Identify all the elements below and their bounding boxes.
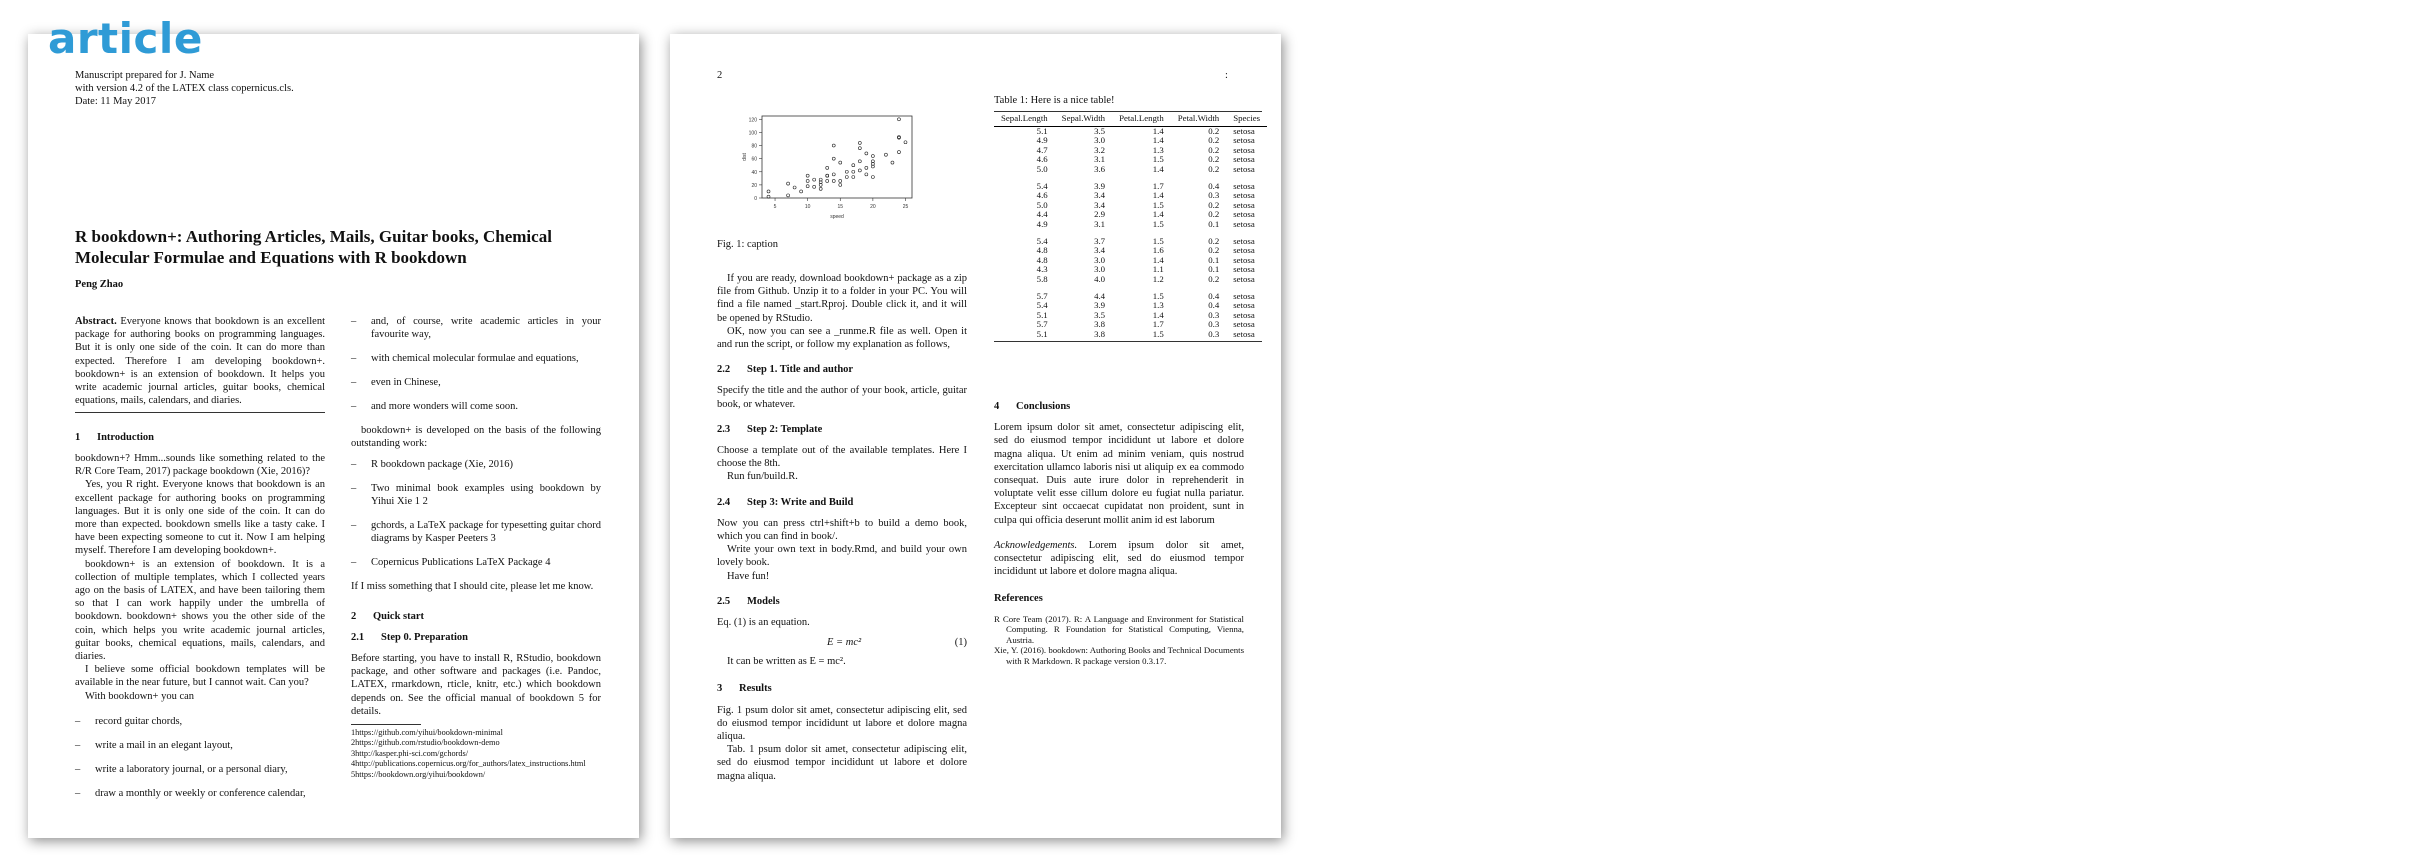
table-cell: 4.0 [1094,273,1106,284]
table-cell: 0.2 [1208,144,1220,155]
footnotes [351,728,601,780]
footnote: 1https://github.com/yihui/bookdown-minimal [351,728,503,738]
table-cell: 1.4 [1152,135,1164,146]
data-point [858,169,861,172]
page2-left-column [717,272,967,783]
table-row [994,146,1267,156]
data-point [858,141,861,144]
equation: E = mc² [827,637,862,649]
table-cell: 5.0 [1036,163,1048,174]
y-tick-label: 20 [751,182,757,189]
paragraph: It can be written as E = mc². [727,656,846,668]
list-item: – R bookdown package (Xie, 2016) [351,458,601,471]
data-point [813,185,816,188]
table-cell: 3.4 [1094,199,1106,210]
y-tick-label: 120 [748,117,757,124]
list-item: – and, of course, write academic articles in your favourite way, [351,315,601,341]
data-point [793,186,796,189]
table-cell: setosa [1233,144,1255,155]
references-heading: References [994,593,1043,605]
subsection-step-3 [717,496,967,509]
paragraph: Write your own text in body.Rmd, and build your own lovely book. [717,544,967,569]
table-row [994,320,1267,330]
table-cell: 3.9 [1094,300,1106,311]
table-cell: 5.1 [1036,309,1048,320]
x-tick-label: 10 [804,204,811,210]
table-cell: setosa [1233,245,1255,256]
table-cell: 5.7 [1036,290,1048,301]
table-cell: 0.2 [1208,154,1220,165]
header-line: with version 4.2 of the LATEX class copernicus.cls. [75,83,294,94]
table-cell: 3.1 [1094,218,1106,229]
abstract-text: Everyone knows that bookdown is an excellent package for authoring books on programming languages. But it is only one side of the coin. It can do more than expected. Therefore I am developing bookdown+. bookdown+ is an extension of bookdown. It helps you write academic journal articles, guitar books, chemical equations, mails, calendars, and diaries. [75,316,325,407]
table-cell: 0.2 [1208,135,1220,146]
section-title: Conclusions [1016,401,1071,412]
table-cell: setosa [1233,218,1255,229]
section-title: Step 2: Template [747,423,823,435]
paragraph: Fig. 1 psum dolor sit amet, consectetur adipiscing elit, sed do eiusmod tempor incididunt ut labore et dolore magna aliqua. [717,704,967,743]
table-cell: 4.7 [1036,144,1048,155]
iris-table-wrapper [994,111,1267,342]
list-item: – record guitar chords, [75,715,325,728]
header-line: Manuscript prepared for J. Name [75,70,215,81]
table-cell: 0.2 [1208,245,1220,256]
table-cell: setosa [1233,300,1255,311]
column-header: Sepal.Width [1055,114,1112,126]
table-row [994,330,1267,340]
list-item: – even in Chinese, [351,376,601,389]
column-header: Species [1226,114,1267,126]
table-cell: 0.2 [1208,199,1220,210]
right-column [351,315,601,780]
table-cell: setosa [1233,125,1255,136]
table-cell: 5.7 [1036,319,1048,330]
paragraph: With bookdown+ you can [85,690,195,702]
section-title: Models [747,595,780,607]
abstract-label: Abstract. [75,316,117,327]
table-cell: setosa [1233,328,1255,339]
table-cell: 1.7 [1152,180,1164,191]
table-cell: 1.5 [1152,328,1164,339]
table-cell: 1.3 [1152,144,1164,155]
plot-frame [762,116,912,198]
table-row [994,275,1267,285]
table-cell: 3.4 [1094,190,1106,201]
data-point [839,161,842,164]
data-point [819,187,822,190]
table-row [994,175,1267,192]
section-number: 2.1 [351,631,365,643]
table-cell: setosa [1233,154,1255,165]
paragraph: I believe some official bookdown templates will be available in the near future, but I cannot wait. Can you? [75,664,325,689]
iris-table [994,114,1267,339]
section-title: Results [739,683,772,695]
table-cell: 0.3 [1208,190,1220,201]
data-point [871,176,874,179]
data-point [806,174,809,177]
paragraph: Eq. (1) is an equation. [717,617,810,629]
table-cell: 1.5 [1152,290,1164,301]
table-cell: 3.6 [1094,163,1106,174]
paragraph: Now you can press ctrl+shift+b to build a demo book, which you can find in book/. [717,517,967,543]
data-point [852,170,855,173]
subsection-models [717,595,967,608]
acknowledgements [994,539,1244,579]
subsection-step-2 [717,423,967,436]
y-tick-label: 80 [751,143,757,150]
table-cell: 4.4 [1036,209,1048,220]
paragraph: Before starting, you have to install R, RStudio, bookdown package, and other software and packages (i.e. Pandoc, LATEX, rmarkdown, rticle, knitr, etc.) which bookdown depends on. See the official manual of bookdown 5 for details. [351,653,601,717]
table-cell: 4.6 [1036,190,1048,201]
table-cell: 1.4 [1152,309,1164,320]
data-point [832,144,835,147]
table-cell: 1.4 [1152,125,1164,136]
section-number: 2.2 [717,364,731,376]
table-cell: 3.8 [1094,328,1106,339]
table-cell: 5.4 [1036,235,1048,246]
list-item: – gchords, a LaTeX package for typesetting guitar chord diagrams by Kasper Peeters 3 [351,519,601,545]
table-bottom-rule [994,341,1262,342]
data-point [897,118,900,121]
author: Peng Zhao [75,279,124,290]
x-tick-label: 20 [870,204,876,210]
data-point [904,141,907,144]
data-point [845,176,848,179]
table-cell: setosa [1233,199,1255,210]
acknowledgements-text: Lorem ipsum dolor sit amet, consectetur adipiscing elit, sed do eiusmod tempor incididunt ut labore et dolore magna aliqua. [994,539,1244,578]
footnote: 4http://publications.copernicus.org/for_authors/latex_instructions.html [351,759,586,769]
table-cell: setosa [1233,235,1255,246]
paper-title: R bookdown+: Authoring Articles, Mails, Guitar books, Chemical Molecular Formulae and Equations with R bookdown [75,227,552,267]
list-item: – draw a monthly or weekly or conference calendar, [75,787,325,800]
table-cell: 0.1 [1208,264,1220,275]
data-point [839,179,842,182]
paragraph: Yes, you R right. Everyone knows that bookdown is an excellent package for authoring books on programming languages. But it is only one side of the coin. It can do more than expected. bookdown smells like a tasty cake. I have been expecting someone to cut it. Now I am helping myself. Therefore I am developing bookdown+. [75,479,325,557]
abstract-rule [75,412,325,413]
page2-right-column [994,400,1244,667]
data-point [806,179,809,182]
paragraph: If you are ready, download bookdown+ package as a zip file from Github. Unzip it to a folder in your PC. You will find a file named _start.Rproj. Double click it, and it will be opened by RStudio. [717,273,967,324]
table-cell: 3.1 [1094,154,1106,165]
footnote: 2https://github.com/rstudio/bookdown-demo [351,738,500,748]
table-cell: 3.4 [1094,245,1106,256]
table-cell: 1.2 [1152,273,1164,284]
footnote: 5https://bookdown.org/yihui/bookdown/ [351,769,486,779]
table-cell: 3.2 [1094,144,1106,155]
section-quick-start [351,610,601,623]
plot-axes [742,116,912,220]
data-point [787,194,790,197]
data-point [852,164,855,167]
table-cell: 1.4 [1152,190,1164,201]
table-row [994,301,1267,311]
y-tick-label: 0 [754,196,757,202]
reference-list [994,614,1244,667]
data-point [865,173,868,176]
table-cell: 0.4 [1208,290,1220,301]
paragraph: Run fun/build.R. [727,471,798,483]
table-row [994,201,1267,211]
table-cell: setosa [1233,273,1255,284]
table-cell: 5.1 [1036,125,1048,136]
x-tick-label: 5 [773,204,777,210]
paragraph: Specify the title and the author of your book, article, guitar book, or whatever. [717,385,967,410]
paragraph: Tab. 1 psum dolor sit amet, consectetur adipiscing elit, sed do eiusmod tempor incididunt ut labore et dolore magna aliqua. [717,744,967,782]
data-point [891,161,894,164]
list-item: – write a mail in an elegant layout, [75,739,325,752]
reference-item: Xie, Y. (2016). bookdown: Authoring Books and Technical Documents with R Markdown. R package version 0.3.17. [994,645,1244,667]
subsection-step-1 [717,363,967,376]
table-cell: setosa [1233,254,1255,265]
section-number: 1 [75,432,81,443]
table-cell: 1.5 [1152,154,1164,165]
table-cell: 0.4 [1208,300,1220,311]
section-conclusions [994,400,1244,413]
paragraph: bookdown+ is an extension of bookdown. It is a collection of multiple templates, which I collected years ago on the basis of LATEX, and have been tailoring them so that I can work happily under the umbrella of bookdown. bookdown+ shows you the other side of the coin, which helps you write academic journal articles, guitar books, chemical equations, mails, calendars, and diaries. [75,558,325,663]
list-item: – Two minimal book examples using bookdown by Yihui Xie 1 2 [351,482,601,508]
table-cell: 5.8 [1036,273,1048,284]
plot-points [767,118,907,198]
table-cell: 1.5 [1152,218,1164,229]
table-cell: 1.5 [1152,199,1164,210]
footnote: 3http://kasper.phi-sci.com/gchords/ [351,748,469,758]
table-cell: 0.2 [1208,125,1220,136]
table-cell: 1.4 [1152,209,1164,220]
page-number: 2 [717,70,723,81]
paragraph: If I miss something that I should cite, please let me know. [351,581,594,593]
table-row [994,191,1267,201]
y-axis-label: dist [742,153,748,161]
section-introduction [75,432,154,443]
footnote-rule [351,724,421,725]
column-header: Petal.Width [1171,114,1226,126]
data-point [839,183,842,186]
table-row [994,311,1267,321]
section-number: 2 [351,610,357,622]
table-cell: 0.2 [1208,209,1220,220]
data-point [787,182,790,185]
table-row [994,265,1267,275]
table-cell: 0.2 [1208,273,1220,284]
column-header: Sepal.Length [994,114,1055,126]
table-cell: 0.2 [1208,163,1220,174]
data-point [826,179,829,182]
table-cell: 4.3 [1036,264,1048,275]
table-cell: 0.1 [1208,254,1220,265]
table-cell: setosa [1233,309,1255,320]
paragraph: Lorem ipsum dolor sit amet, consectetur adipiscing elit, sed do eiusmod tempor incididunt ut labore et dolore magna aliqua. Ut enim ad minim veniam, quis nostrud exercitation ullamco laboris nisi ut aliquip ex ea commodo consequat. Duis aute irure dolor in reprehenderit in voluptate velit esse cillum dolore eu fugiat nulla pariatur. Excepteur sint occaecat cupidatat non proident, sunt in culpa qui officia deserunt mollit anim id est laborum [994,422,1244,526]
column-header: Petal.Length [1112,114,1171,126]
x-axis-label: speed [830,214,844,220]
abstract [75,315,325,407]
table-cell: 4.4 [1094,290,1106,301]
table-cell: 0.3 [1208,328,1220,339]
section-title: Introduction [97,432,154,443]
table-cell: 5.1 [1036,328,1048,339]
corner-label: article [48,14,203,63]
table-cell: 1.6 [1152,245,1164,256]
data-point [865,166,868,169]
data-point [858,147,861,150]
table-cell: 0.1 [1208,218,1220,229]
table-cell: 4.9 [1036,135,1048,146]
table-cell: 4.9 [1036,218,1048,229]
table-row [994,165,1267,175]
work-list [351,458,601,569]
equation-block [717,629,967,655]
table-row [994,126,1267,136]
table-cell: 0.3 [1208,319,1220,330]
table-cell: 5.4 [1036,180,1048,191]
section-title: Step 1. Title and author [747,364,854,376]
data-point [884,153,887,156]
section-results [717,682,967,695]
table-cell: 3.0 [1094,254,1106,265]
table-cell: 1.1 [1152,264,1164,275]
y-tick-label: 100 [748,130,757,137]
table-cell: 1.7 [1152,319,1164,330]
data-point [832,157,835,160]
x-tick-label: 15 [837,204,844,210]
table-row [994,285,1267,302]
table-cell: setosa [1233,163,1255,174]
table-row [994,210,1267,220]
table-cell: 3.5 [1094,125,1106,136]
table-cell: 3.8 [1094,319,1106,330]
paragraph: bookdown+? Hmm...sounds like something related to the R/R Core Team, 2017) package bookdown (Xie, 2016)? [75,453,325,478]
x-tick-label: 25 [902,204,909,210]
table-cell: 4.6 [1036,154,1048,165]
table-row [994,230,1267,247]
section-number: 2.4 [717,496,731,508]
paragraph: bookdown+ is developed on the basis of the following outstanding work: [351,425,601,450]
reference-item: R Core Team (2017). R: A Language and Environment for Statistical Computing. R Foundation for Statistical Computing, Vienna, Austria. [994,613,1244,645]
table-caption: Table 1: Here is a nice table! [994,95,1115,106]
equation-number: (1) [954,637,967,649]
running-header: : [1225,70,1228,81]
table-cell: setosa [1233,290,1255,301]
table-cell: 3.7 [1094,235,1106,246]
introduction-body [75,452,325,811]
manuscript-header [75,69,375,108]
data-point [832,173,835,176]
table-cell: setosa [1233,264,1255,275]
list-item: – and more wonders will come soon. [351,400,601,413]
table-top-rule [994,111,1262,112]
table-cell: 1.5 [1152,235,1164,246]
table-row [994,136,1267,146]
table-cell: 3.0 [1094,264,1106,275]
header-line: Date: 11 May 2017 [75,96,156,107]
subsection-step-0 [351,631,601,644]
data-point [826,174,829,177]
table-header-row [994,114,1267,126]
section-number: 3 [717,683,723,695]
section-title: Step 0. Preparation [381,631,469,643]
table-cell: setosa [1233,319,1255,330]
table-cell: 2.9 [1094,209,1106,220]
figure-caption: Fig. 1: caption [717,239,778,250]
table-cell: 0.3 [1208,309,1220,320]
table-cell: setosa [1233,209,1255,220]
data-point [865,152,868,155]
section-number: 2.5 [717,595,731,607]
data-point [813,178,816,181]
section-title: Quick start [373,610,425,622]
table-cell: 5.4 [1036,300,1048,311]
table-row [994,155,1267,165]
list-item: – write a laboratory journal, or a personal diary, [75,763,325,776]
data-point [826,166,829,169]
table-cell: 0.4 [1208,180,1220,191]
page-2 [670,34,1281,838]
table-cell: 1.4 [1152,254,1164,265]
capability-list [75,715,325,800]
table-cell: 1.4 [1152,163,1164,174]
data-point [832,179,835,182]
table-cell: 3.5 [1094,309,1106,320]
page-1 [28,34,639,838]
table-cell: 3.0 [1094,135,1106,146]
y-tick-label: 40 [751,169,757,176]
scatter-plot [740,112,920,222]
table-row [994,220,1267,230]
table-cell: 4.8 [1036,254,1048,265]
table-cell: setosa [1233,135,1255,146]
table-cell: 4.8 [1036,245,1048,256]
section-number: 2.3 [717,423,731,435]
paragraph: Choose a template out of the available templates. Here I choose the 8th. [717,445,967,470]
paragraph: OK, now you can see a _runme.R file as well. Open it and run the script, or follow my explanation as follows, [717,325,967,351]
data-point [845,170,848,173]
list-item: – with chemical molecular formulae and equations, [351,352,601,365]
data-point [852,176,855,179]
data-point [806,185,809,188]
section-title: Step 3: Write and Build [747,496,854,508]
table-cell: 1.3 [1152,300,1164,311]
paragraph: Have fun! [727,570,770,582]
table-cell: setosa [1233,190,1255,201]
list-item: – Copernicus Publications LaTeX Package 4 [351,556,601,569]
section-number: 4 [994,401,1000,412]
table-cell: setosa [1233,180,1255,191]
data-point [767,190,770,193]
capability-list-continued [351,315,601,413]
data-point [897,151,900,154]
table-cell: 5.0 [1036,199,1048,210]
table-row [994,256,1267,266]
acknowledgements-label: Acknowledgements. [994,539,1078,551]
table-cell: 0.2 [1208,235,1220,246]
data-point [871,155,874,158]
data-point [800,190,803,193]
y-tick-label: 60 [751,156,757,163]
data-point [858,160,861,163]
table-row [994,246,1267,256]
table-cell: 3.9 [1094,180,1106,191]
